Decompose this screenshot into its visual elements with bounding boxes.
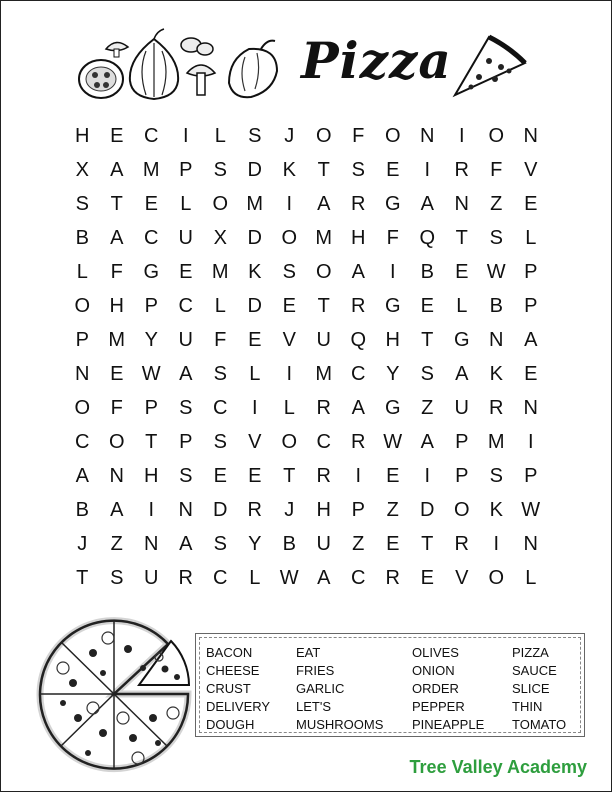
grid-letter: H — [351, 226, 366, 249]
grid-letter: R — [351, 294, 366, 317]
grid-letter: S — [179, 464, 193, 487]
grid-letter: W — [383, 430, 403, 453]
grid-letter: V — [455, 566, 469, 589]
grid-letter: T — [110, 192, 123, 215]
grid-letter: C — [75, 430, 90, 453]
word-bank-item: PINEAPPLE — [412, 717, 485, 732]
grid-letter: Z — [490, 192, 503, 215]
grid-letter: E — [179, 260, 193, 283]
pizza-slice-icon — [449, 33, 529, 103]
grid-letter: T — [317, 158, 330, 181]
grid-letter: L — [214, 124, 226, 147]
grid-letter: M — [108, 328, 126, 351]
grid-letter: L — [525, 226, 537, 249]
grid-letter: A — [75, 464, 89, 487]
grid-letter: Q — [419, 226, 436, 249]
grid-letter: F — [490, 158, 503, 181]
grid-letter: N — [109, 464, 124, 487]
grid-letter: O — [281, 430, 298, 453]
grid-letter: N — [420, 124, 435, 147]
grid-letter: V — [282, 328, 296, 351]
word-bank-item: DELIVERY — [206, 699, 271, 714]
grid-letter: O — [281, 226, 298, 249]
grid-letter: S — [179, 396, 193, 419]
grid-letter: A — [317, 192, 331, 215]
grid-row — [65, 323, 549, 357]
word-bank-item: SLICE — [512, 681, 550, 696]
grid-letter: H — [144, 464, 159, 487]
grid-letter: Q — [350, 328, 367, 351]
grid-letter: O — [74, 396, 91, 419]
grid-letter: L — [76, 260, 88, 283]
grid-letter: Z — [386, 498, 399, 521]
grid-letter: L — [249, 566, 261, 589]
grid-letter: R — [178, 566, 193, 589]
grid-letter: C — [351, 362, 366, 385]
word-bank-item: OLIVES — [412, 645, 459, 660]
grid-letter: V — [248, 430, 262, 453]
grid-letter: M — [211, 260, 229, 283]
grid-letter: W — [521, 498, 541, 521]
word-bank-item: PEPPER — [412, 699, 465, 714]
grid-letter: K — [489, 498, 503, 521]
grid-letter: I — [286, 362, 293, 385]
word-bank-item: DOUGH — [206, 717, 255, 732]
grid-letter: L — [180, 192, 192, 215]
grid-letter: I — [458, 124, 465, 147]
grid-letter: E — [144, 192, 158, 215]
grid-row — [65, 153, 549, 187]
grid-row — [65, 221, 549, 255]
grid-letter: G — [384, 294, 401, 317]
grid-letter: G — [453, 328, 470, 351]
word-bank-column — [296, 644, 383, 734]
grid-letter: O — [315, 260, 332, 283]
grid-letter: P — [179, 430, 193, 453]
grid-letter: S — [420, 362, 434, 385]
grid-letter: R — [351, 430, 366, 453]
grid-letter: L — [456, 294, 468, 317]
grid-row — [65, 289, 549, 323]
grid-row — [65, 255, 549, 289]
grid-letter: A — [317, 566, 331, 589]
grid-letter: S — [110, 566, 124, 589]
grid-letter: P — [455, 430, 469, 453]
grid-row — [65, 391, 549, 425]
grid-letter: A — [420, 192, 434, 215]
grid-letter: U — [178, 226, 193, 249]
grid-letter: L — [283, 396, 295, 419]
grid-letter: F — [214, 328, 227, 351]
grid-letter: J — [284, 498, 295, 521]
grid-letter: N — [523, 124, 538, 147]
grid-letter: K — [489, 362, 503, 385]
grid-letter: A — [110, 226, 124, 249]
grid-letter: T — [455, 226, 468, 249]
word-bank-column — [412, 644, 484, 734]
tomato-icon — [79, 60, 123, 98]
grid-letter: I — [389, 260, 396, 283]
grid-letter: O — [384, 124, 401, 147]
word-bank-item: PIZZA — [512, 645, 549, 660]
grid-letter: A — [179, 532, 193, 555]
grid-letter: A — [524, 328, 538, 351]
grid-row — [65, 119, 549, 153]
grid-letter: B — [75, 498, 89, 521]
grid-letter: M — [246, 192, 264, 215]
brand-name: Tree Valley Academy — [409, 757, 587, 777]
word-bank-item: MUSHROOMS — [296, 717, 384, 732]
grid-letter: I — [355, 464, 362, 487]
grid-letter: Y — [144, 328, 158, 351]
grid-letter: P — [524, 260, 538, 283]
grid-letter: R — [489, 396, 504, 419]
grid-letter: M — [315, 362, 333, 385]
grid-letter: H — [385, 328, 400, 351]
grid-letter: O — [488, 124, 505, 147]
word-bank-item: ORDER — [412, 681, 459, 696]
grid-letter: Z — [352, 532, 365, 555]
mushroom-icon — [106, 42, 128, 57]
grid-letter: K — [282, 158, 296, 181]
grid-letter: C — [351, 566, 366, 589]
header-illustrations — [1, 1, 301, 111]
word-bank-item: CRUST — [206, 681, 251, 696]
grid-letter: P — [524, 464, 538, 487]
grid-letter: G — [384, 396, 401, 419]
grid-letter: I — [424, 158, 431, 181]
grid-letter: F — [352, 124, 365, 147]
grid-letter: P — [351, 498, 365, 521]
grid-letter: H — [75, 124, 90, 147]
grid-letter: E — [386, 158, 400, 181]
word-bank-item: LET'S — [296, 699, 331, 714]
grid-letter: A — [110, 158, 124, 181]
word-bank-item: THIN — [512, 699, 543, 714]
grid-letter: S — [75, 192, 89, 215]
grid-letter: N — [75, 362, 90, 385]
grid-letter: E — [110, 362, 124, 385]
grid-letter: B — [420, 260, 434, 283]
grid-letter: O — [488, 566, 505, 589]
grid-letter: S — [213, 532, 227, 555]
grid-letter: H — [109, 294, 124, 317]
grid-letter: N — [454, 192, 469, 215]
grid-letter: T — [145, 430, 158, 453]
grid-letter: E — [420, 294, 434, 317]
grid-letter: W — [141, 362, 161, 385]
grid-letter: S — [213, 430, 227, 453]
grid-letter: F — [110, 396, 123, 419]
pizza-icon — [33, 613, 195, 775]
grid-letter: E — [524, 362, 538, 385]
grid-letter: M — [487, 430, 505, 453]
grid-letter: R — [385, 566, 400, 589]
grid-letter: R — [316, 396, 331, 419]
grid-letter: E — [386, 464, 400, 487]
grid-letter: V — [524, 158, 538, 181]
grid-letter: E — [524, 192, 538, 215]
word-bank-item: TOMATO — [512, 717, 567, 732]
word-bank-column — [512, 644, 566, 734]
grid-letter: T — [421, 328, 434, 351]
grid-letter: D — [247, 226, 262, 249]
grid-letter: W — [486, 260, 506, 283]
grid-letter: I — [424, 464, 431, 487]
grid-letter: G — [143, 260, 160, 283]
grid-letter: A — [351, 260, 365, 283]
word-bank-item: CHEESE — [206, 663, 260, 678]
grid-row — [65, 187, 549, 221]
grid-letter: C — [213, 566, 228, 589]
grid-letter: B — [489, 294, 503, 317]
grid-row — [65, 357, 549, 391]
grid-letter: I — [251, 396, 258, 419]
grid-letter: K — [248, 260, 262, 283]
grid-letter: O — [212, 192, 229, 215]
grid-letter: B — [282, 532, 296, 555]
grid-letter: D — [420, 498, 435, 521]
grid-letter: D — [247, 294, 262, 317]
grid-letter: S — [489, 464, 503, 487]
grid-letter: F — [110, 260, 123, 283]
grid-letter: E — [386, 532, 400, 555]
word-bank-item: EAT — [296, 645, 321, 660]
letter-grid — [65, 119, 549, 595]
grid-letter: A — [455, 362, 469, 385]
grid-letter: N — [523, 532, 538, 555]
grid-letter: S — [351, 158, 365, 181]
grid-letter: G — [384, 192, 401, 215]
grid-letter: P — [524, 294, 538, 317]
grid-letter: X — [213, 226, 227, 249]
grid-letter: I — [493, 532, 500, 555]
grid-letter: U — [454, 396, 469, 419]
grid-letter: E — [455, 260, 469, 283]
grid-letter: O — [315, 124, 332, 147]
grid-letter: E — [248, 328, 262, 351]
grid-letter: N — [178, 498, 193, 521]
grid-letter: O — [74, 294, 91, 317]
grid-letter: I — [527, 430, 534, 453]
grid-letter: U — [316, 532, 331, 555]
grid-letter: O — [453, 498, 470, 521]
word-bank-item: FRIES — [296, 663, 335, 678]
grid-letter: X — [75, 158, 89, 181]
word-bank-inner — [199, 637, 581, 733]
grid-letter: C — [213, 396, 228, 419]
pepper-icon — [229, 41, 277, 98]
word-bank-item: SAUCE — [512, 663, 557, 678]
grid-letter: I — [182, 124, 189, 147]
grid-letter: O — [108, 430, 125, 453]
grid-letter: M — [315, 226, 333, 249]
onion-icon — [130, 29, 178, 99]
grid-letter: R — [351, 192, 366, 215]
garlic-icon — [181, 38, 215, 95]
grid-letter: S — [489, 226, 503, 249]
grid-letter: P — [144, 294, 158, 317]
grid-letter: U — [316, 328, 331, 351]
grid-letter: E — [110, 124, 124, 147]
header — [1, 1, 612, 111]
grid-letter: H — [316, 498, 331, 521]
grid-letter: A — [420, 430, 434, 453]
grid-letter: C — [144, 124, 159, 147]
grid-row — [65, 493, 549, 527]
grid-letter: P — [75, 328, 89, 351]
grid-letter: J — [284, 124, 295, 147]
grid-letter: N — [144, 532, 159, 555]
grid-letter: P — [455, 464, 469, 487]
grid-letter: R — [454, 158, 469, 181]
grid-letter: I — [148, 498, 155, 521]
word-bank-item: ONION — [412, 663, 455, 678]
grid-letter: C — [144, 226, 159, 249]
grid-letter: Z — [110, 532, 123, 555]
grid-letter: T — [283, 464, 296, 487]
grid-letter: R — [247, 498, 262, 521]
grid-letter: R — [316, 464, 331, 487]
grid-letter: E — [282, 294, 296, 317]
grid-letter: Z — [421, 396, 434, 419]
grid-letter: D — [247, 158, 262, 181]
grid-letter: L — [249, 362, 261, 385]
grid-letter: L — [214, 294, 226, 317]
grid-row — [65, 527, 549, 561]
grid-letter: B — [75, 226, 89, 249]
word-bank-column — [206, 644, 270, 734]
grid-letter: C — [178, 294, 193, 317]
grid-letter: N — [489, 328, 504, 351]
grid-letter: W — [279, 566, 299, 589]
grid-letter: A — [179, 362, 193, 385]
grid-letter: C — [316, 430, 331, 453]
grid-letter: N — [523, 396, 538, 419]
word-bank-item: BACON — [206, 645, 253, 660]
grid-letter: U — [178, 328, 193, 351]
grid-letter: E — [248, 464, 262, 487]
grid-letter: D — [213, 498, 228, 521]
grid-letter: A — [351, 396, 365, 419]
grid-letter: J — [77, 532, 88, 555]
grid-letter: P — [144, 396, 158, 419]
grid-letter: P — [179, 158, 193, 181]
grid-row — [65, 561, 549, 595]
grid-letter: M — [142, 158, 160, 181]
grid-letter: E — [213, 464, 227, 487]
grid-letter: A — [110, 498, 124, 521]
word-bank — [195, 633, 585, 737]
grid-letter: S — [213, 158, 227, 181]
grid-letter: F — [386, 226, 399, 249]
grid-letter: S — [282, 260, 296, 283]
grid-letter: R — [454, 532, 469, 555]
grid-letter: S — [248, 124, 262, 147]
grid-letter: T — [421, 532, 434, 555]
grid-letter: L — [525, 566, 537, 589]
grid-letter: Y — [248, 532, 262, 555]
grid-letter: T — [76, 566, 89, 589]
grid-letter: I — [286, 192, 293, 215]
grid-row — [65, 459, 549, 493]
grid-row — [65, 425, 549, 459]
grid-letter: Y — [386, 362, 400, 385]
word-bank-item: GARLIC — [296, 681, 345, 696]
grid-letter: E — [420, 566, 434, 589]
page-title: Pizza — [301, 31, 452, 90]
grid-letter: T — [317, 294, 330, 317]
grid-letter: S — [213, 362, 227, 385]
grid-letter: U — [144, 566, 159, 589]
